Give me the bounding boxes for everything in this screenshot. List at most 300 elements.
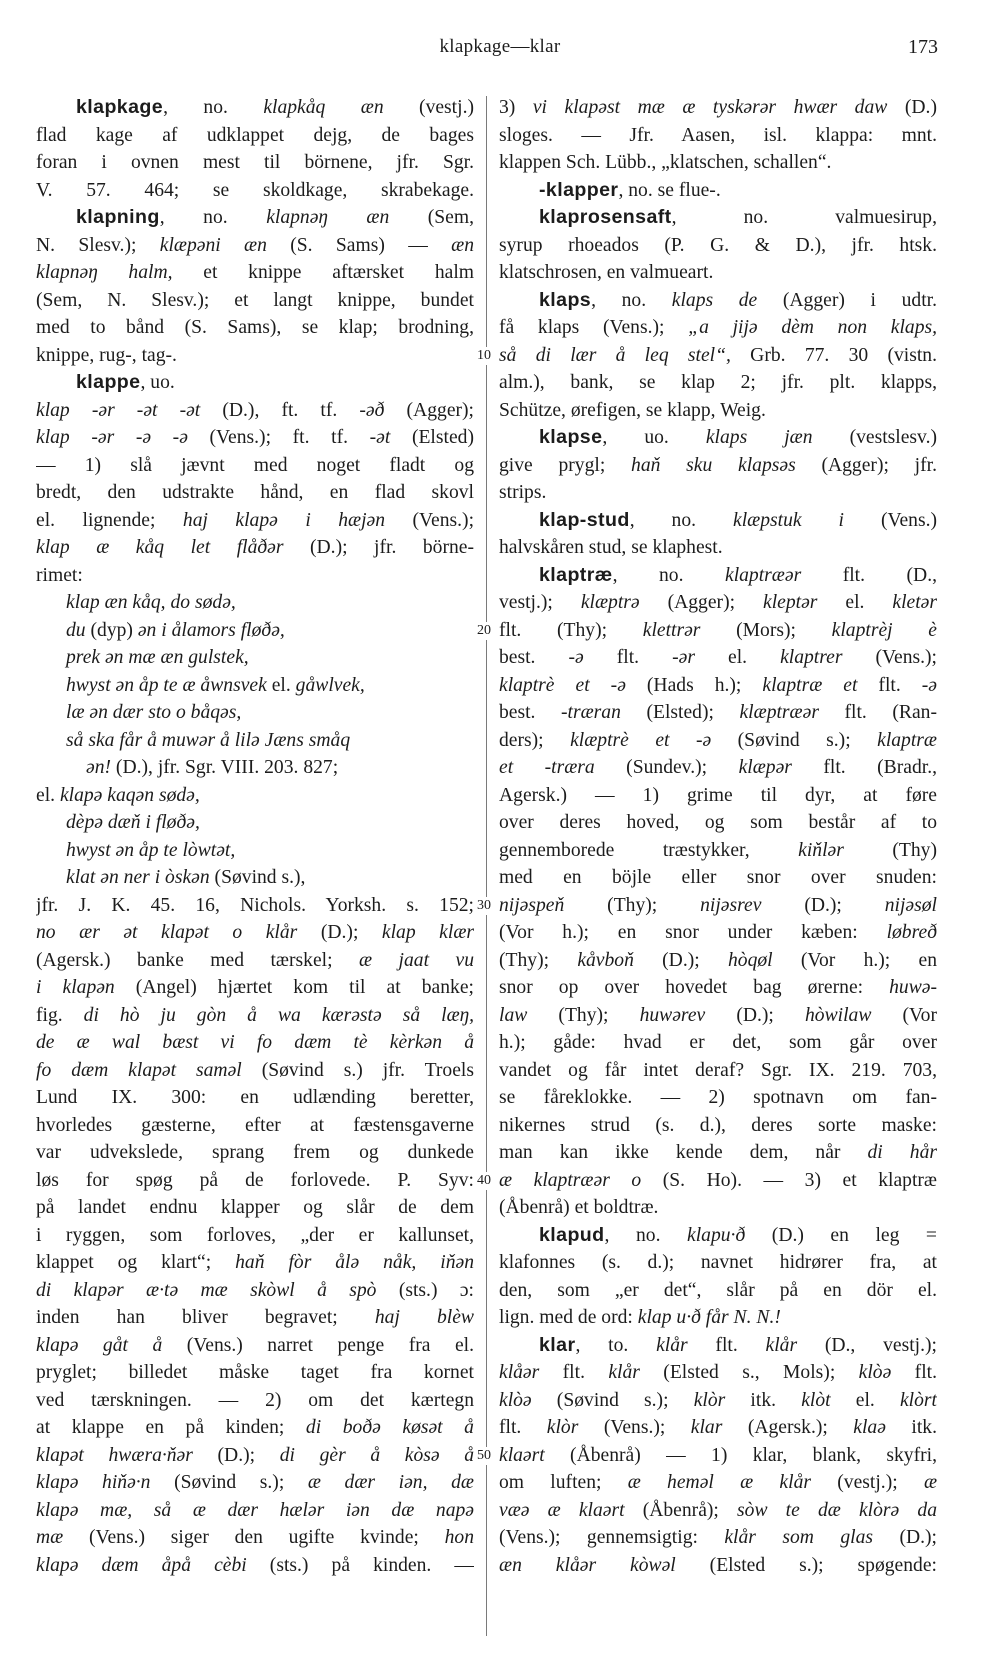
text-run: (Sundev.); [594,757,739,778]
text-run: med to bånd (S. Sams), se klap; brodning, [36,317,474,338]
dialect-form: kiňlər [798,839,844,861]
dialect-form: -əð [359,399,385,421]
text-run: klatschrosen, en valmueart. [499,262,714,283]
text-line [36,1249,474,1277]
text-run: (dyp) [85,619,138,641]
text-run: (Elsted s.); spøgende: [675,1554,937,1576]
text-run: (D.) [887,97,937,118]
dialect-form: klæptrè et -ə [570,729,712,751]
text-run: (Agersk.); [722,1417,854,1438]
text-line [499,479,937,507]
text-line [36,1359,474,1387]
headword: klapse [539,426,603,448]
text-line [36,864,474,892]
text-run: flt. [687,1334,766,1356]
dialect-form: -ət [369,427,391,448]
text-line [499,864,937,892]
text-line [36,1139,474,1167]
dialect-form: læ ən dær sto o båqəs, [66,702,242,723]
text-run: el. [830,1389,900,1411]
dialect-form: nijəspeň [499,894,565,916]
dialect-form: di boðə køsət å [305,1417,474,1438]
running-head [0,36,1000,66]
dialect-form: kleptər [763,592,818,613]
text-line [36,754,474,782]
dialect-form: -ə [568,647,584,668]
text-line [499,809,937,837]
text-run: strips. [499,482,547,503]
text-run: (Vens.); [578,1417,691,1438]
text-line [499,1304,937,1332]
text-run: el. lignende; [36,509,183,531]
text-line [36,1387,474,1415]
text-run: løs for spøg på de forlovede. P. Syv: [36,1169,474,1191]
dialect-form: dèpə dæň i fløðə, [66,812,200,833]
text-run: få klaps (Vens.); [499,317,689,338]
text-run: bredt, den udstrakte hånd, en flad skovl [36,482,474,503]
text-line [499,1057,937,1085]
text-run: (Agger); jfr. [795,454,937,476]
text-line [499,919,937,947]
dialect-form: æ heməl æ klår [627,1472,811,1493]
text-run: (Thy); [527,1004,640,1026]
text-run: (Agger); [639,592,764,613]
dialect-form: ən i ålamors fløðə, [137,619,285,641]
text-line [499,1442,937,1470]
text-run: el. [817,592,893,613]
text-line [499,259,937,287]
text-run: (D.); [192,1444,280,1466]
running-head-title: klapkage—klar [439,36,561,57]
text-line [499,974,937,1002]
dialect-form: klap klær [381,922,474,943]
column-divider [486,96,487,1636]
text-run: (Åbenrå) — 1) klar, blank, skyfri, [544,1444,937,1466]
text-line [499,1469,937,1497]
text-run: (Vor h.); en [772,949,937,971]
text-run: (Vor h.); en snor under kæben: [499,922,887,943]
dialect-form: æ jaat vu [359,949,474,971]
text-line [36,94,474,122]
dialect-form: ən! [86,757,112,778]
text-run: , uo. [140,372,175,393]
text-run: (Elsted) [390,427,474,448]
text-run: (Thy) [843,839,937,861]
text-line [36,562,474,590]
text-line [499,177,937,205]
text-run: hvorledes gæsterne, efter at fæstensgaverne [36,1114,474,1136]
dialect-form: æn klåər kòwəl [499,1554,676,1576]
text-line [36,974,474,1002]
dialect-form: klæpər [738,757,792,778]
dialect-form: klapkåq æn [263,97,384,118]
text-run: , no. [629,509,734,531]
text-line [499,644,937,672]
dialect-form: så di lær å leq stel“, [499,344,731,366]
dialect-form: klòrt [899,1389,937,1411]
text-run: 3) [499,97,533,118]
text-line [36,1332,474,1360]
headword: -klapper [539,178,619,201]
dialect-form: klapə hiňə·n [36,1472,151,1493]
right-column [499,94,937,1579]
text-line [36,424,474,452]
text-line [499,1277,937,1305]
text-line [36,369,474,397]
text-line [36,727,474,755]
text-run: (Åbenrå); [624,1499,738,1521]
left-column [36,94,474,1579]
text-run: Lund IX. 300: en udlænding beretter, [36,1087,474,1108]
text-run: V. 57. 464; se skoldkage, skrabekage. [36,179,474,201]
text-run: (vestj.) [383,97,474,118]
dialect-form: haj blèw [374,1307,474,1328]
dialect-form: klat ən ner i òskən [66,867,210,888]
text-line [499,232,937,260]
text-line [36,782,474,810]
text-run: , uo. [602,427,706,448]
text-line [499,562,937,590]
page-number: 173 [908,36,938,58]
dialect-form: klettrər [642,619,701,641]
dialect-form: kletər [892,592,937,613]
text-run: flt. (Thy); [499,619,643,641]
text-run: (Agger) i udtr. [757,289,937,311]
headword: klar [539,1333,576,1356]
text-line [36,287,474,315]
text-line [36,1304,474,1332]
dialect-form: mæ [36,1527,64,1548]
text-run: N. Slesv.); [36,234,160,256]
dialect-form: væə æ klaərt [499,1499,625,1521]
text-run: (Søvind s.), [209,867,306,888]
dialect-form: klapnəŋ æn [266,207,390,228]
dialect-form: gåwlvek, [295,674,365,696]
text-run: itk. [885,1417,937,1438]
dialect-form: klæpstuk i [733,509,844,531]
text-run: , no. [604,1224,688,1246]
dialect-form: klap -ər -ət -ət [36,399,201,421]
text-run: (Hads h.); [625,674,763,696]
text-run: el. [694,647,781,668]
text-line [36,699,474,727]
dialect-form: huwərev [639,1004,706,1026]
text-line [36,122,474,150]
text-line [36,1029,474,1057]
text-line [36,507,474,535]
text-run: med en böjle eller snor over snuden: [499,867,937,888]
dialect-form: kåvboň [577,949,634,971]
text-run: (Vens.); [385,509,474,531]
text-line [499,1332,937,1360]
dialect-form: æ [923,1472,937,1493]
text-run: Grb. 77. 30 (vistn. [730,344,937,366]
text-line [499,369,937,397]
text-line [499,1002,937,1030]
dialect-form: klòr [693,1389,726,1411]
text-run: (vestj.); [811,1472,924,1493]
text-line [499,947,937,975]
margin-line-number: 10 [477,347,491,363]
dialect-form: nijəsøl [884,894,937,916]
text-run: på landet endnu klapper og slår de dem [36,1197,474,1218]
text-run: flt. [499,1417,547,1438]
text-line [36,177,474,205]
text-line [36,672,474,700]
headword: klapud [539,1223,605,1246]
text-run: give prygl; [499,454,632,476]
dialect-form: klår som glas [724,1527,874,1548]
text-line [499,1524,937,1552]
text-run: (Agger); [384,399,474,421]
headword: klap-stud [539,508,630,531]
dialect-form: klaptrèj è [831,619,937,641]
headword: klapning [76,206,160,228]
text-line [499,149,937,177]
dialect-form: haň fòr ålə nåk, iňən [235,1252,474,1273]
text-run: , no. valmuesirup, [671,207,937,228]
text-run: h.); gåde: hvad er det, som går over [499,1032,937,1053]
text-run: se fåreklokke. — 2) spotnavn om fan- [499,1087,937,1108]
dialect-form: klåər [499,1362,540,1383]
text-line [36,1112,474,1140]
dialect-form: klaərt [499,1444,545,1466]
dialect-form: klapə gåt å [36,1334,163,1356]
text-line [36,452,474,480]
dialect-form: klår [608,1362,640,1383]
dialect-form: nijəsrev [700,894,762,916]
headword: klappe [76,371,141,393]
text-run: (D.); [873,1527,937,1548]
text-line [499,1084,937,1112]
text-line [36,534,474,562]
text-run: ved tærskningen. — 2) om det kærtegn [36,1389,474,1411]
text-line [36,947,474,975]
text-run: , no. [591,289,672,311]
text-line [499,1497,937,1525]
text-line [499,837,937,865]
text-line [36,314,474,342]
text-line [36,342,474,370]
text-line [499,122,937,150]
dialect-form: klapə kaqən sødə, [59,784,200,806]
text-line [36,919,474,947]
text-run: et knippe aftærsket halm [172,262,474,283]
dialect-form: klap æn kåq, do sødə, [66,592,236,613]
text-run: flt. (Bradr., [791,757,937,778]
dialect-form: haj klapə i hæjən [182,509,386,531]
text-line [36,1222,474,1250]
text-line [499,1194,937,1222]
text-run: (D.), ft. tf. [200,399,360,421]
text-line [36,1524,474,1552]
text-run: flt. [539,1362,609,1383]
dialect-form: så ska får å muwər å lilə Jæns småq [66,729,351,751]
text-line [499,617,937,645]
dialect-form: klap æ kåq let flåðər [36,537,284,558]
dialect-form: klæptrə [580,592,640,613]
text-line [499,1167,937,1195]
text-line [499,424,937,452]
margin-line-number: 30 [477,897,491,913]
text-run: alm.), bank, se klap 2; jfr. plt. klapps, [499,372,937,393]
text-line [499,314,937,342]
text-run: (Åbenrå) et boldtræ. [499,1197,659,1218]
dialect-form: klaps de [671,289,758,311]
text-run: fig. [36,1004,84,1026]
dialect-form: klapu·ð [687,1224,746,1246]
text-line [499,1029,937,1057]
text-line [499,782,937,810]
text-line [36,1414,474,1442]
text-line [36,1442,474,1470]
dialect-form: klap -ər -ə -ə [36,427,188,448]
text-run: pryglet; billedet måske taget fra kornet [36,1362,474,1383]
dialect-form: di hò ju gòn å wa kærəstə så læŋ, [83,1004,474,1026]
headword: klaptræ [539,563,613,586]
dialect-form: klòə [858,1362,892,1383]
text-run: (Vens.); ft. tf. [187,427,370,448]
text-line [499,1387,937,1415]
dialect-form: fo dæm klapət saməl [36,1059,242,1081]
dialect-form: di gèr å kòsə å [279,1444,474,1466]
dialect-form: klapə mæ, så æ dær hælər iən dæ napə [36,1499,474,1521]
dialect-form: klaə [853,1417,886,1438]
text-run: (Søvind s.); [531,1389,694,1411]
text-line [36,1194,474,1222]
text-run: (Elsted s., Mols); [639,1362,859,1383]
text-run: nikernes strud (s. d.), deres sorte maske: [499,1114,937,1136]
text-run: (vestslesv.) [812,427,937,448]
dialect-form: klaptræ et [762,674,858,696]
text-run: (Vens.); gennemsigtig: [499,1527,725,1548]
text-run: best. [499,647,569,668]
text-run: (Søvind s.) jfr. Troels [241,1059,474,1081]
text-line [499,342,937,370]
text-run: (Vor [871,1004,937,1026]
dialect-form: du [66,619,86,641]
text-run: foran i ovnen mest til börnene, jfr. Sgr. [36,152,474,173]
dialect-form: klaptrè et -ə [499,674,626,696]
text-line [499,1359,937,1387]
text-run: (Angel) hjærtet kom til at banke; [114,977,474,998]
text-line [499,892,937,920]
dialect-form: no ær ət klapət o klår [36,922,298,943]
dialect-form: æ klaptræər o [499,1169,642,1191]
text-line [36,892,474,920]
text-line [36,1057,474,1085]
text-run: flt. [583,647,673,668]
text-run: var udvekslede, sprang frem og dunkede [36,1142,474,1163]
dialect-form: klar [690,1417,723,1438]
text-line [499,94,937,122]
text-run: (Vens.) siger den ugifte kvinde; [63,1527,445,1548]
text-run: den, som „er det“, slår på en dör el. [499,1279,937,1301]
dialect-form: law [499,1004,528,1026]
text-run: flt. [891,1362,937,1383]
text-line [499,699,937,727]
text-run: (D.); jfr. börne- [283,537,474,558]
text-line [499,1222,937,1250]
text-run: Schütze, ørefigen, se klapp, Weig. [499,399,766,421]
text-run: vandet og får intet deraf? Sgr. IX. 219. 703, [499,1059,937,1081]
text-line [499,727,937,755]
dialect-form: klòt [801,1389,831,1411]
text-run: , no. [159,207,267,228]
text-line [499,1414,937,1442]
dialect-form: klaptræ [877,729,937,751]
dialect-form: klår [656,1334,688,1356]
dialect-form: klaptræər [725,564,802,586]
dialect-form: vi klapəst mæ æ tyskərər hwær daw [532,97,888,118]
dialect-form: klaps jæn [705,427,813,448]
headword: klaprosensaft [539,206,672,228]
text-run: el. [36,784,60,806]
text-run: , to. [575,1334,657,1356]
dialect-form: hwyst ən åp te æ åwnsvek [66,674,267,696]
headword: klapkage [76,96,164,118]
text-run: i ryggen, som forloves, „der er kallunset, [36,1224,474,1246]
text-run: (Sem, [389,207,474,228]
text-line [36,232,474,260]
text-line [36,589,474,617]
text-run: ders); [499,729,571,751]
text-line [36,1469,474,1497]
dialect-form: klapnəŋ halm, [36,262,173,283]
text-run: halvskåren stud, se klaphest. [499,537,723,558]
text-line [36,644,474,672]
text-line [499,1552,937,1580]
text-line [36,1167,474,1195]
text-line [36,259,474,287]
text-run: (sts.) ɔ: [376,1279,474,1301]
text-run: lign. med de ord: [499,1307,638,1328]
dialect-form: huwə- [889,977,937,998]
text-line [36,1497,474,1525]
text-run: klafonnes (s. d.); navnet hidrører fra, at [499,1252,937,1273]
dialect-form: -træran [561,702,621,723]
text-line [36,617,474,645]
text-run: (Vens.); [842,647,937,668]
text-line [36,1277,474,1305]
dialect-form: di klapər æ·tə mæ skòwl å spò [36,1279,377,1301]
text-run: inden han bliver begravet; [36,1307,375,1328]
text-run: om luften; [499,1472,628,1493]
text-run: flad kage af udklappet dejg, de bages [36,124,474,146]
text-run: el. [266,674,296,696]
text-line [36,479,474,507]
text-run: (Sem, N. Slesv.); et langt knippe, bundet [36,289,474,311]
text-line [499,534,937,562]
dialect-form: løbreð [886,922,937,943]
dialect-form: klap u·ð får N. N.! [637,1307,781,1328]
dialect-form: „a jijə dèm non klaps, [688,317,937,338]
text-run: (D.), jfr. Sgr. VIII. 203. 827; [111,757,339,778]
text-run: at klappe en på kinden; [36,1417,306,1438]
dialect-form: haň sku klapsəs [631,454,796,476]
text-run: (D.) en leg = [745,1224,937,1246]
text-line [36,204,474,232]
text-run: rimet: [36,564,83,586]
dialect-form: æ dær iən, dæ [307,1472,474,1493]
text-run: knippe, rug-, tag-. [36,344,177,366]
dialect-form: -ər [672,647,695,668]
text-run: klappen Sch. Lübb., „klatschen, schallen“. [499,152,832,173]
text-run: (D.); [761,894,885,916]
text-run: , no. [163,97,264,118]
text-run: (Thy); [499,949,578,971]
text-run: (Elsted); [620,702,740,723]
